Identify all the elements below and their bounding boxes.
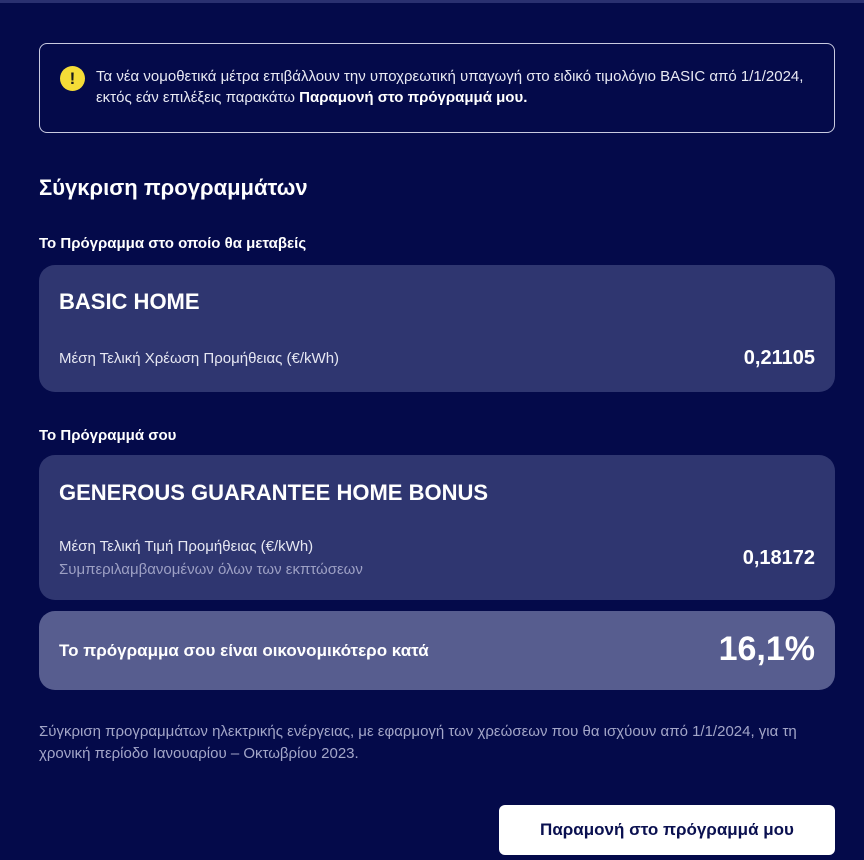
notice-text: Τα νέα νομοθετικά μέτρα επιβάλλουν την υποχρεωτική υπαγωγή στο ειδικό τιμολόγιο BASIC από 1/1/2024, εκτός εάν επιλέξεις παρακάτω [96,68,804,106]
warning-icon: ! [60,66,85,91]
new-plan-metric: Μέση Τελική Χρέωση Προμήθειας (€/kWh) [59,350,340,367]
current-plan-metric: Μέση Τελική Τιμή Προμήθειας (€/kWh) [59,538,314,555]
top-divider [0,0,864,3]
stay-in-plan-button[interactable]: Παραμονή στο πρόγραμμά μου [499,805,835,855]
savings-text: Το πρόγραμμα σου είναι οικονομικότερο κατά [59,641,429,660]
legal-notice [39,43,835,133]
savings-card [39,611,835,690]
new-plan-label: Το Πρόγραμμα στο οποίο θα μεταβείς [39,235,307,252]
new-plan-card [39,265,835,392]
current-plan-card [39,455,835,600]
notice-text-bold: Παραμονή στο πρόγραμμά μου. [299,89,528,106]
new-plan-name: BASIC HOME [59,289,200,314]
current-plan-label: Το Πρόγραμμά σου [39,427,177,444]
section-title: Σύγκριση προγραμμάτων [39,175,308,200]
savings-percentage: 16,1% [718,630,815,668]
footnote: Σύγκριση προγραμμάτων ηλεκτρικής ενέργειας, με εφαρμογή των χρεώσεων που θα ισχύουν από 1/1/2024, για τη χρονική περίοδο Ιανουαρίου – Οκτωβρίου 2023. [39,723,797,762]
current-plan-sub: Συμπεριλαμβανομένων όλων των εκπτώσεων [59,561,363,578]
current-plan-name: GENEROUS GUARANTEE HOME BONUS [59,480,489,505]
new-plan-value: 0,21105 [743,347,815,369]
current-plan-value: 0,18172 [742,547,815,569]
